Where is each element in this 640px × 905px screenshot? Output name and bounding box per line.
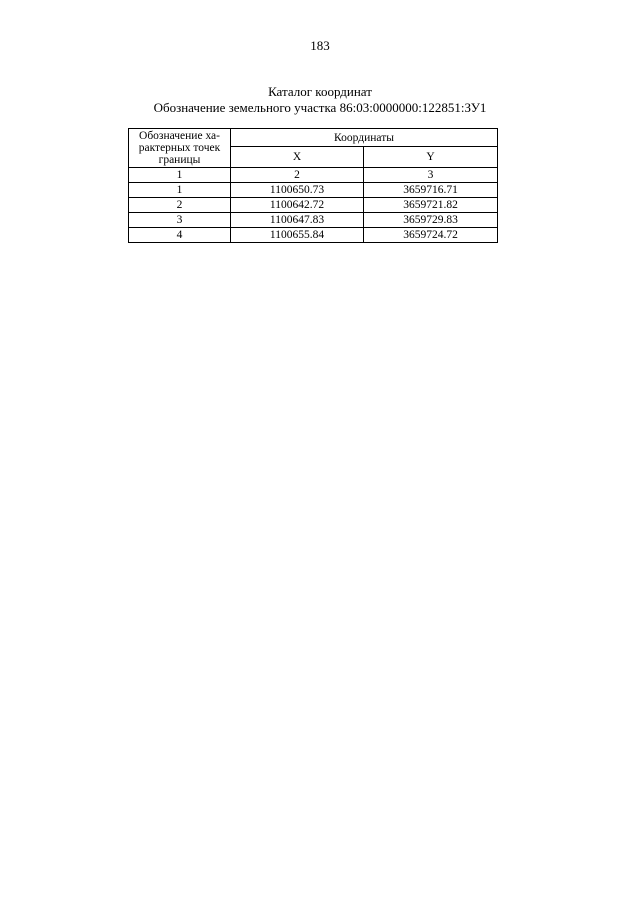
table-row bbox=[129, 213, 498, 228]
table-row bbox=[129, 198, 498, 213]
coord-x: 1100647.83 bbox=[231, 213, 364, 228]
header-x: X bbox=[231, 147, 364, 168]
header-coordinates: Координаты bbox=[231, 129, 498, 147]
column-number-2: 2 bbox=[231, 168, 364, 183]
point-id: 4 bbox=[129, 228, 231, 243]
column-number-row bbox=[129, 168, 498, 183]
coord-x: 1100650.73 bbox=[231, 183, 364, 198]
page-number: 183 bbox=[310, 38, 330, 53]
coord-y: 3659724.72 bbox=[364, 228, 498, 243]
point-id: 2 bbox=[129, 198, 231, 213]
coord-y: 3659716.71 bbox=[364, 183, 498, 198]
table-row bbox=[129, 228, 498, 243]
title-line-catalog: Каталог координат bbox=[268, 84, 372, 99]
title-line-parcel: Обозначение земельного участка 86:03:0000000:122851:ЗУ1 bbox=[153, 100, 487, 115]
column-number-1: 1 bbox=[129, 168, 231, 183]
coord-x: 1100642.72 bbox=[231, 198, 364, 213]
coordinates-table bbox=[128, 128, 498, 243]
column-number-3: 3 bbox=[364, 168, 498, 183]
coord-x: 1100655.84 bbox=[231, 228, 364, 243]
point-id: 3 bbox=[129, 213, 231, 228]
point-id: 1 bbox=[129, 183, 231, 198]
header-point-designation: Обозначение ха-рактерных точек границы bbox=[129, 129, 231, 168]
header-y: Y bbox=[364, 147, 498, 168]
coord-y: 3659729.83 bbox=[364, 213, 498, 228]
coord-y: 3659721.82 bbox=[364, 198, 498, 213]
document-title bbox=[0, 84, 640, 116]
table-row bbox=[129, 183, 498, 198]
